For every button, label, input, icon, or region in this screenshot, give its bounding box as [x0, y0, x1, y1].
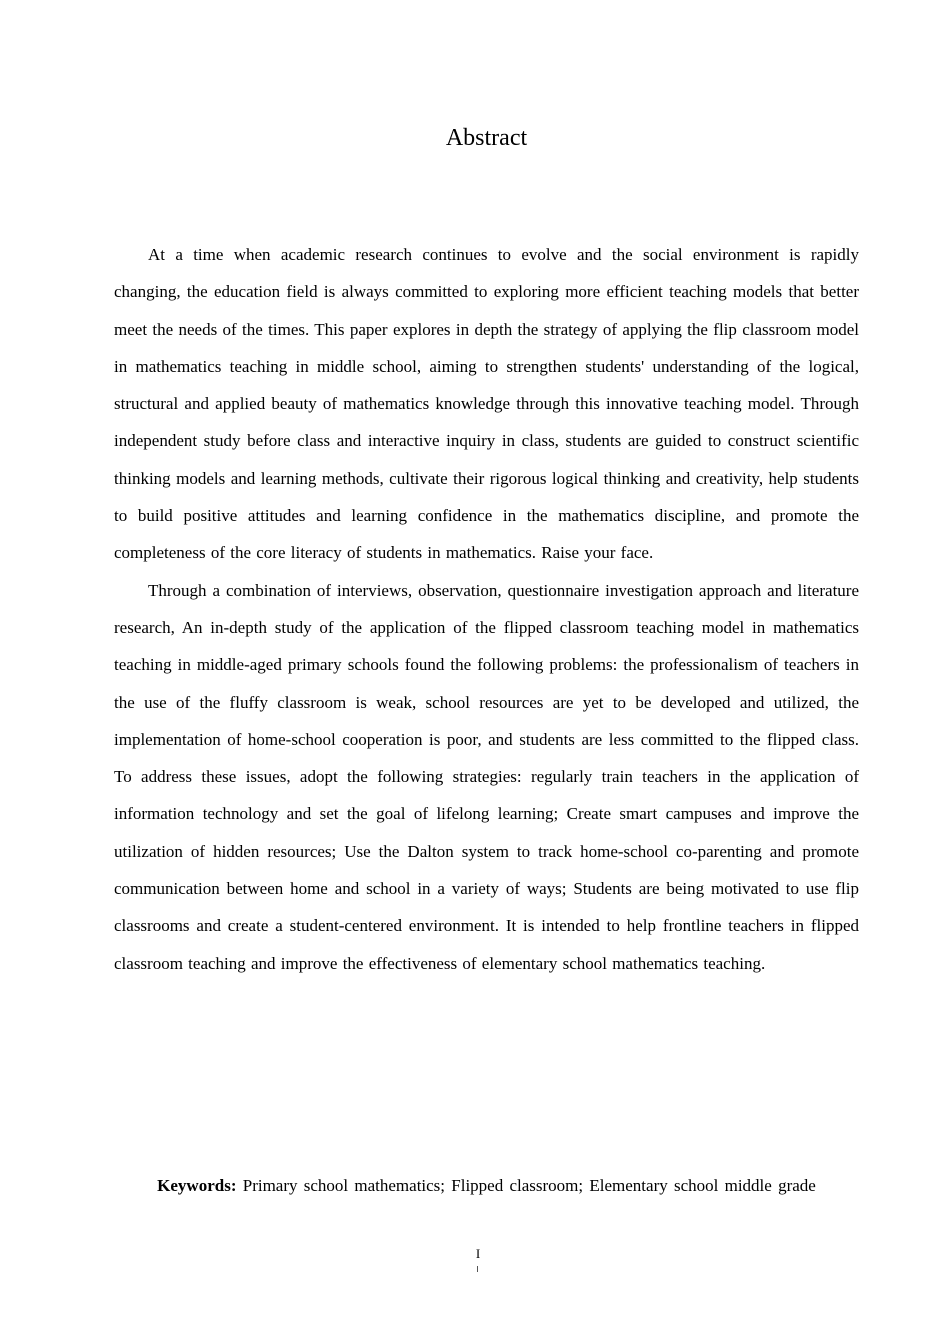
keywords-line [114, 1167, 859, 1204]
keywords-label: Keywords: [157, 1176, 237, 1195]
abstract-paragraph-2: Through a combination of interviews, observation, questionnaire investigation approach and literature research, An in-depth study of the application of the flipped classroom teaching model in mathematics teaching in middle-aged primary schools found the following problems: the professionalism of teachers in the use of the fluffy classroom is weak, school resources are yet to be developed and utilized, the implementation of home-school cooperation is poor, and students are less committed to the flipped class. To address these issues, adopt the following strategies: regularly train teachers in the application of information technology and set the goal of lifelong learning; Create smart campuses and improve the utilization of hidden resources; Use the Dalton system to track home-school co-parenting and promote communication between home and school in a variety of ways; Students are being motivated to use flip classrooms and create a student-centered environment. It is intended to help frontline teachers in flipped classroom teaching and improve the effectiveness of elementary school mathematics teaching. [114, 580, 859, 973]
keywords-text: Primary school mathematics; Flipped classroom; Elementary school middle grade [242, 1176, 816, 1195]
abstract-title: Abstract [445, 125, 528, 151]
abstract-body [114, 236, 859, 982]
page-number: I [475, 1246, 481, 1261]
page-number-mark [477, 1266, 478, 1272]
abstract-paragraph-1: At a time when academic research continues to evolve and the social environment is rapidly changing, the education field is always committed to exploring more efficient teaching models that better meet the needs of the times. This paper explores in depth the strategy of applying the flip classroom model in mathematics teaching in middle school, aiming to strengthen students' understanding of the logical, structural and applied beauty of mathematics knowledge through this innovative teaching model. Through independent study before class and interactive inquiry in class, students are guided to construct scientific thinking models and learning methods, cultivate their rigorous logical thinking and creativity, help students to build positive attitudes and learning confidence in the mathematics discipline, and promote the completeness of the core literacy of students in mathematics. Raise your face. [114, 245, 859, 563]
